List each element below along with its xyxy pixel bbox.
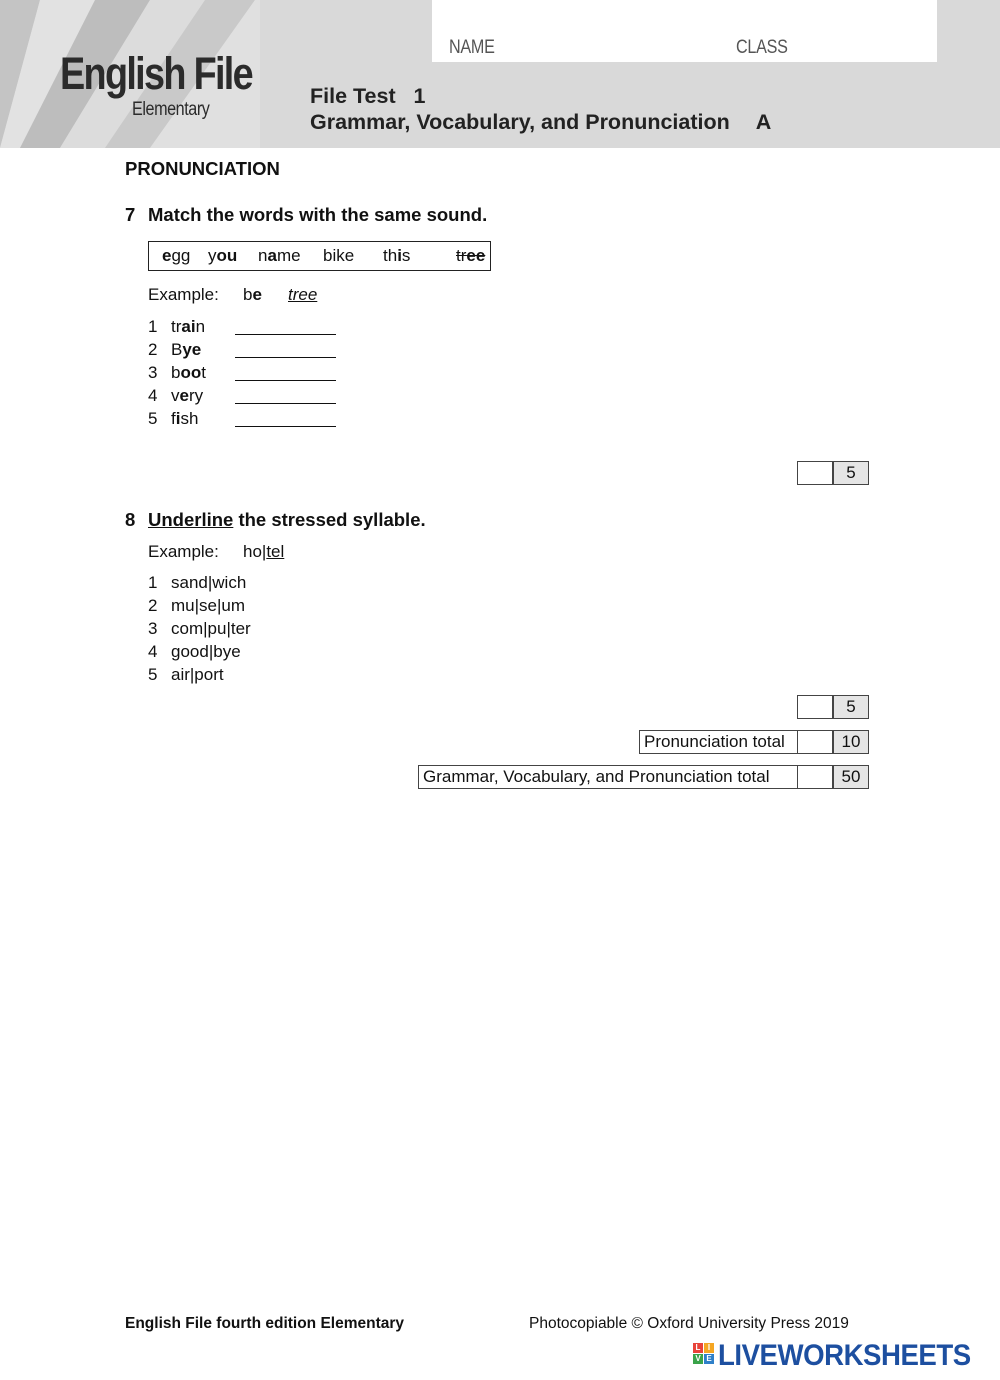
answer-blank[interactable] bbox=[235, 403, 336, 404]
overall-total-label: Grammar, Vocabulary, and Pronunciation total bbox=[418, 765, 798, 789]
q8-item-word[interactable]: mu|se|um bbox=[171, 596, 246, 615]
word-box-item: bike bbox=[323, 246, 355, 265]
q7-number: 7 bbox=[125, 204, 136, 225]
q7-example-word: be bbox=[243, 285, 262, 304]
footer-copyright: Photocopiable © Oxford University Press 2019 bbox=[529, 1315, 849, 1332]
pronunciation-total-max: 10 bbox=[833, 730, 869, 754]
logo-letter: I bbox=[704, 1343, 714, 1353]
q8-instruction: the stressed syllable. bbox=[233, 509, 426, 530]
logo-letter: V bbox=[693, 1354, 703, 1364]
q7-item-word: very bbox=[171, 386, 204, 405]
q7-item-word: train bbox=[171, 317, 206, 336]
pronunciation-total-input[interactable] bbox=[797, 730, 833, 754]
q7-item-number: 4 bbox=[148, 386, 158, 405]
logo-letter: E bbox=[704, 1354, 714, 1364]
word-box-item: this bbox=[383, 246, 411, 265]
q7-instruction: Match the words with the same sound. bbox=[148, 204, 488, 225]
liveworksheets-logo-icon bbox=[693, 1343, 715, 1365]
word-box-item-used: tree bbox=[456, 246, 486, 265]
q8-item-number: 1 bbox=[148, 573, 158, 592]
q7-item-number: 2 bbox=[148, 340, 158, 359]
q8-item-word[interactable]: com|pu|ter bbox=[171, 619, 251, 638]
logo-subtitle: Elementary bbox=[132, 99, 210, 120]
q8-title bbox=[125, 509, 426, 531]
q8-item-word[interactable]: air|port bbox=[171, 665, 224, 684]
q8-item-word[interactable]: sand|wich bbox=[171, 573, 247, 592]
q8-instruction-underline: Underline bbox=[148, 509, 234, 530]
liveworksheets-watermark[interactable]: LIVEWORKSHEETS bbox=[718, 1339, 971, 1372]
q7-item-word: boot bbox=[171, 363, 206, 382]
q7-item-word: fish bbox=[171, 409, 199, 428]
word-box bbox=[148, 241, 491, 271]
test-title: File Test 1 bbox=[310, 84, 426, 108]
answer-blank[interactable] bbox=[235, 380, 336, 381]
q8-item-number: 4 bbox=[148, 642, 158, 661]
q7-score-input[interactable] bbox=[797, 461, 833, 485]
logo-letter: L bbox=[693, 1343, 703, 1353]
q8-item-number: 5 bbox=[148, 665, 158, 684]
answer-blank[interactable] bbox=[235, 357, 336, 358]
q7-example-answer: tree bbox=[288, 285, 318, 304]
overall-total-input[interactable] bbox=[797, 765, 833, 789]
section-heading: PRONUNCIATION bbox=[125, 158, 280, 179]
logo-title: English File bbox=[60, 48, 252, 99]
word-box-item: egg bbox=[162, 246, 191, 265]
q8-item-number: 3 bbox=[148, 619, 158, 638]
footer-edition: English File fourth edition Elementary bbox=[125, 1315, 405, 1332]
q8-item-word[interactable]: good|bye bbox=[171, 642, 241, 661]
word-box-item: name bbox=[258, 246, 301, 265]
name-class-box[interactable] bbox=[432, 0, 937, 62]
q7-score-max: 5 bbox=[833, 461, 869, 485]
q8-item-number: 2 bbox=[148, 596, 158, 615]
overall-total-max: 50 bbox=[833, 765, 869, 789]
class-label: CLASS bbox=[736, 37, 788, 58]
q8-score-input[interactable] bbox=[797, 695, 833, 719]
q7-item-number: 5 bbox=[148, 409, 158, 428]
q7-title bbox=[125, 204, 487, 226]
q8-number: 8 bbox=[125, 509, 136, 530]
word-box-item: you bbox=[208, 246, 238, 265]
q7-example-label: Example: bbox=[148, 285, 219, 304]
answer-blank[interactable] bbox=[235, 426, 336, 427]
test-subtitle-text: Grammar, Vocabulary, and Pronunciation bbox=[310, 110, 730, 134]
q7-item-word: Bye bbox=[171, 340, 202, 359]
test-subtitle bbox=[310, 110, 771, 135]
q7-item-number: 3 bbox=[148, 363, 158, 382]
name-label: NAME bbox=[449, 37, 495, 58]
q7-item-number: 1 bbox=[148, 317, 158, 336]
answer-blank[interactable] bbox=[235, 334, 336, 335]
q8-score-max: 5 bbox=[833, 695, 869, 719]
test-version: A bbox=[755, 110, 772, 134]
pronunciation-total-label: Pronunciation total bbox=[639, 730, 798, 754]
q8-example-label: Example: bbox=[148, 542, 219, 561]
q8-example-word: ho|tel bbox=[243, 542, 285, 561]
header-band bbox=[0, 0, 1000, 148]
